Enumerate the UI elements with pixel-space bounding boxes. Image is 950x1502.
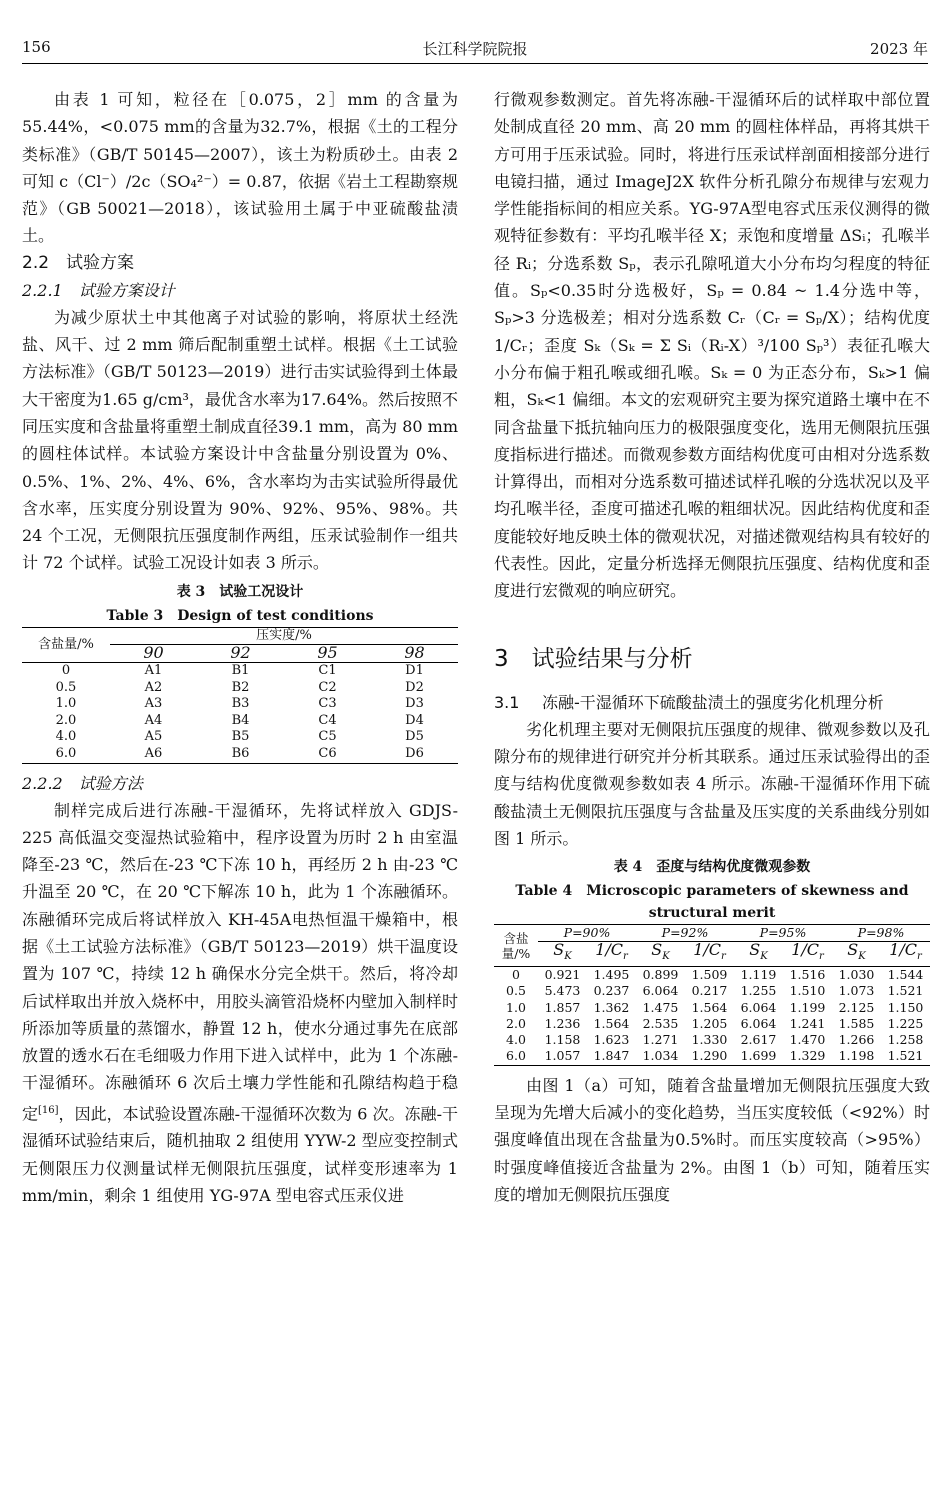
section-3-1-number: 3.1 xyxy=(494,692,520,712)
cr-symbol: 1/C xyxy=(791,940,820,960)
table4-cell: 1.564 xyxy=(593,1015,630,1031)
table4-cell: 0.921 xyxy=(544,966,581,982)
table3-cell: A4 xyxy=(144,712,163,728)
table3-cell: D1 xyxy=(405,662,424,678)
table4-cell: 1.330 xyxy=(691,1032,728,1048)
table-row xyxy=(494,1032,930,1048)
table4-cell: 1.509 xyxy=(691,966,728,982)
sk-subscript: K xyxy=(662,951,670,963)
table4-cell: 1.516 xyxy=(789,966,826,982)
sk-subscript: K xyxy=(760,951,768,963)
table3-cell: A3 xyxy=(144,696,163,712)
table4-salt-cell: 2.0 xyxy=(506,1015,526,1031)
table3-cell: D4 xyxy=(405,712,424,728)
table4-cell: 1.585 xyxy=(838,1015,875,1031)
table4-cell: 1.510 xyxy=(789,983,826,999)
page-number: 156 xyxy=(22,38,51,56)
table3-cell: B1 xyxy=(231,662,250,678)
section-2-2-2-heading: 2.2.2 试验方法 xyxy=(22,773,143,793)
table4-cell: 1.158 xyxy=(544,1032,581,1048)
table4-caption-en-2: structural merit xyxy=(648,905,776,922)
sk-subscript: K xyxy=(858,951,866,963)
table3-cell: C1 xyxy=(318,662,337,678)
sk-symbol: S xyxy=(749,940,761,960)
table3-cell: D5 xyxy=(405,729,424,745)
journal-title: 长江科学院院报 xyxy=(422,40,528,58)
table-test-conditions xyxy=(22,627,458,764)
table4-cell: 1.030 xyxy=(838,966,875,982)
table4-group-header: P=98% xyxy=(832,925,930,942)
table4-cell: 1.119 xyxy=(740,966,777,982)
table4-salt-cell: 0.5 xyxy=(506,983,526,999)
cr-symbol: 1/C xyxy=(693,940,722,960)
table-row xyxy=(22,696,458,713)
table3-cell: C3 xyxy=(318,696,337,712)
cr-subscript: r xyxy=(819,951,824,963)
sk-symbol: S xyxy=(847,940,859,960)
table3-cell: A5 xyxy=(144,729,163,745)
table-row xyxy=(22,680,458,697)
table4-salt-cell: 0 xyxy=(512,966,520,982)
table-row xyxy=(494,1016,930,1032)
cr-symbol: 1/C xyxy=(595,940,624,960)
table3-salt-cell: 4.0 xyxy=(55,729,77,745)
table4-cell: 1.266 xyxy=(838,1032,875,1048)
table3-cell: D2 xyxy=(405,679,424,695)
table4-cell: 1.198 xyxy=(832,1048,881,1065)
table-row xyxy=(22,729,458,746)
paragraph-test-design: 为减少原状土中其他离子对试验的影响，将原状土经洗盐、风干、过 2 mm 筛后配制重塑土试样。根据《土工试验方法标准》（GB/T 50123—2019）进行击实试验得到土体最大干密度为1.65 g/cm³，最优含水率为17.64%。然后按照不同压实度和含盐量将重塑土制成直径39.1 mm，高为 80 mm 的圆柱体试样。本试验方案设计中含盐量分别设置为 0%、0.5%、1%、2%、4%、6%，含水率均为击实试验所得最优含水率，压实度分别设置为 90%、92%、95%、98%。共 24 个工况，无侧限抗压强度制作两组，压汞试验制作一组共计 72 个试样。试验工况设计如表 3 所示。 xyxy=(22,307,458,573)
table4-cell: 1.544 xyxy=(887,966,924,982)
table4-row-header xyxy=(494,925,538,967)
sk-symbol: S xyxy=(553,940,565,960)
table4-cell: 1.564 xyxy=(691,999,728,1015)
table4-cell: 1.329 xyxy=(783,1048,832,1065)
table3-cell: D6 xyxy=(371,746,458,763)
table4-cell: 1.225 xyxy=(887,1015,924,1031)
table4-sk-header xyxy=(636,942,685,966)
table3-cell: B4 xyxy=(231,712,250,728)
table4-cr-header xyxy=(587,942,636,966)
cr-subscript: r xyxy=(917,951,922,963)
table3-cell: B6 xyxy=(197,746,284,763)
cr-subscript: r xyxy=(623,951,628,963)
table-row xyxy=(494,966,930,983)
table3-cell: B2 xyxy=(231,679,250,695)
paragraph-micro-parameters: 行微观参数测定。首先将冻融-干湿循环后的试样取中部位置处制成直径 20 mm、高 20 mm 的圆柱体样品，再将其烘干方可用于压汞试验。同时，将进行压汞试样剖面相接部分进行电镜扫描，通过 ImageJ2X 软件分析孔隙分布规律与宏观力学性能指标间的相应关系。YG-97A型电容式压汞仪测得的微观特征参数有：平均孔喉半径 X；汞饱和度增量 ΔSᵢ；孔喉半径 Rᵢ；分选系数 Sₚ，表示孔隙吼道大小分布均匀程度的特征值。Sₚ<0.35时分选极好，Sₚ = 0.84 ~ 1.4分选中等，Sₚ>3 分选极差；相对分选系数 Cᵣ（Cᵣ = Sₚ/X）；结构优度 1/Cᵣ；歪度 Sₖ（Sₖ = Σ Sᵢ（Rᵢ-X）³/100 Sₚ³）表征孔喉大小分布偏于粗孔喉或细孔喉。Sₖ = 0 为正态分布，Sₖ>1 偏粗，Sₖ<1 偏细。本文的宏观研究主要为探究道路土壤中在不同含盐量下抵抗轴向压力的极限强度变化，选用无侧限抗压强度指标进行描述。而微观参数方面结构优度可由相对分选系数计算得出，而相对分选系数可描述试样孔喉的分选状况以及平均孔喉半径，歪度可描述孔喉的粗细状况。因此结构优度和歪度能较好地反映土体的微观状况，对描述微观结构具有较好的代表性。因此，定量分析选择无侧限抗压强度、结构优度和歪度进行宏微观的响应研究。 xyxy=(494,90,930,601)
cr-symbol: 1/C xyxy=(889,940,918,960)
publication-year: 2023 年 xyxy=(870,40,928,58)
table-row xyxy=(22,746,458,763)
table4-cell: 1.236 xyxy=(544,1015,581,1031)
section-3-1-heading xyxy=(494,689,930,716)
table3-salt-cell: 6.0 xyxy=(22,746,110,763)
table3-cell: B5 xyxy=(231,729,250,745)
table3-salt-cell: 0.5 xyxy=(55,679,77,695)
table4-cr-header xyxy=(783,942,832,966)
table4-cell: 1.290 xyxy=(685,1048,734,1065)
table4-sk-header xyxy=(734,942,783,966)
table-row xyxy=(494,1048,930,1065)
table4-row-header-1: 含盐 xyxy=(503,930,529,946)
right-column xyxy=(494,86,930,1208)
table3-salt-cell: 0 xyxy=(61,662,71,678)
table3-cell: B3 xyxy=(231,696,250,712)
table4-cell: 0.237 xyxy=(593,983,630,999)
table4-cell: 1.258 xyxy=(887,1032,924,1048)
table3-group-header: 压实度/% xyxy=(110,627,458,645)
table4-cell: 2.535 xyxy=(642,1015,679,1031)
table3-col-header: 90 xyxy=(110,645,197,663)
table4-cell: 1.847 xyxy=(587,1048,636,1065)
table3-cell: C6 xyxy=(284,746,371,763)
table4-cell: 1.699 xyxy=(734,1048,783,1065)
table4-cr-header xyxy=(685,942,734,966)
table4-cell: 1.057 xyxy=(538,1048,587,1065)
table4-salt-cell: 6.0 xyxy=(494,1048,538,1065)
table3-cell: A2 xyxy=(144,679,163,695)
table3-cell: A6 xyxy=(110,746,197,763)
table3-cell: C2 xyxy=(318,679,337,695)
header-rule xyxy=(22,63,928,64)
table3-cell: C5 xyxy=(318,729,337,745)
test-method-text-tail: ，因此，本试验设置冻融-干湿循环次数为 6 次。冻融-干湿循环试验结束后，随机抽取 2 组使用 YYW-2 型应变控制式无侧限压力仪测量试样无侧限抗压强度，试样变形速率为 1 mm/min，剩余 1 组使用 YG-97A 型电容式压汞仪进 xyxy=(22,1104,458,1205)
table4-cell: 1.241 xyxy=(789,1015,826,1031)
table4-cell: 1.205 xyxy=(691,1015,728,1031)
table4-cell: 1.470 xyxy=(789,1032,826,1048)
table4-cell: 1.073 xyxy=(838,983,875,999)
table-row xyxy=(22,713,458,730)
table4-cell: 1.199 xyxy=(789,999,826,1015)
table4-cell: 0.217 xyxy=(691,983,728,999)
table4-sk-header xyxy=(832,942,881,966)
table3-cell: A1 xyxy=(144,662,163,678)
table4-cell: 1.623 xyxy=(593,1032,630,1048)
section-2-2-1-heading: 2.2.1 试验方案设计 xyxy=(22,280,175,300)
table4-cr-header xyxy=(881,942,930,966)
paragraph-test-method xyxy=(22,797,458,1210)
table4-cell: 0.899 xyxy=(642,966,679,982)
table3-col-header: 98 xyxy=(371,645,458,663)
table4-cell: 1.362 xyxy=(593,999,630,1015)
table4-salt-cell: 1.0 xyxy=(506,999,526,1015)
table4-cell: 6.064 xyxy=(642,983,679,999)
sk-subscript: K xyxy=(564,951,572,963)
table4-cell: 1.495 xyxy=(593,966,630,982)
paragraph-degradation-mechanism: 劣化机理主要对无侧限抗压强度的规律、微观参数以及孔隙分布的规律进行研究并分析其联系。通过压汞试验得出的歪度与结构优度微观参数如表 4 所示。冻融-干湿循环作用下硫酸盐渍土无侧限抗压强度与含盐量及压实度的关系曲线分别如图 1 所示。 xyxy=(494,719,930,848)
table3-cell: C4 xyxy=(318,712,337,728)
table4-caption-en: Table 4 Microscopic parameters of skewness and xyxy=(515,883,909,900)
table4-cell: 1.475 xyxy=(642,999,679,1015)
table4-group-header: P=95% xyxy=(734,925,832,942)
table4-cell: 1.521 xyxy=(887,983,924,999)
section-3-1-title: 冻融-干湿循环下硫酸盐渍土的强度劣化机理分析 xyxy=(542,692,884,712)
table4-group-header: P=90% xyxy=(538,925,636,942)
table4-cell: 2.617 xyxy=(740,1032,777,1048)
table4-cell: 5.473 xyxy=(544,983,581,999)
paragraph-soil-classification: 由表 1 可知，粒径在［0.075，2］mm 的含量为 55.44%，<0.075 mm的含量为32.7%，根据《土的工程分类标准》（GB/T 50145—2007），该土为粉质砂土。由表 2 可知 c（Cl⁻）/2c（SO₄²⁻）= 0.87，依据《岩土工程勘察规范》（GB 50021—2018），该试验用土属于中亚硫酸盐渍土。 xyxy=(22,90,458,246)
section-2-2-heading: 2.2 试验方案 xyxy=(22,252,135,273)
cr-subscript: r xyxy=(721,951,726,963)
table3-caption-en: Table 3 Design of test conditions xyxy=(106,607,374,624)
table-row xyxy=(494,983,930,999)
table4-group-header: P=92% xyxy=(636,925,734,942)
sk-symbol: S xyxy=(651,940,663,960)
table3-col-header: 92 xyxy=(197,645,284,663)
table4-cell: 1.255 xyxy=(740,983,777,999)
table4-cell: 6.064 xyxy=(740,1015,777,1031)
table3-salt-cell: 1.0 xyxy=(55,696,77,712)
table4-sk-header xyxy=(538,942,587,966)
table4-cell: 1.271 xyxy=(642,1032,679,1048)
table4-cell: 1.034 xyxy=(636,1048,685,1065)
table4-cell: 1.150 xyxy=(887,999,924,1015)
table-row xyxy=(494,1000,930,1016)
table3-caption-cn: 表 3 试验工况设计 xyxy=(176,583,304,600)
table4-salt-cell: 4.0 xyxy=(506,1032,526,1048)
table3-col-header: 95 xyxy=(284,645,371,663)
running-header xyxy=(22,38,928,64)
table4-caption-cn: 表 4 歪度与结构优度微观参数 xyxy=(613,859,811,876)
table3-row-header: 含盐量/% xyxy=(22,627,110,662)
table4-cell: 1.521 xyxy=(881,1048,930,1065)
table-micro-parameters xyxy=(494,924,930,1066)
left-column xyxy=(22,86,458,1209)
section-3-heading: 3 试验结果与分析 xyxy=(494,645,693,672)
table3-cell: D3 xyxy=(405,696,424,712)
table-row xyxy=(22,662,458,679)
paragraph-figure1-analysis: 由图 1（a）可知，随着含盐量增加无侧限抗压强度大致呈现为先增大后减小的变化趋势，当压实度较低（<92%）时强度峰值出现在含盐量为0.5%时。而压实度较高（>95%）时强度峰值接近含盐量为 2%。由图 1（b）可知，随着压实度的增加无侧限抗压强度 xyxy=(494,1075,930,1204)
table4-cell: 1.857 xyxy=(544,999,581,1015)
test-method-text: 制样完成后进行冻融-干湿循环，先将试样放入 GDJS-225 高低温交变湿热试验箱中，程序设置为历时 2 h 由室温降至-23 ℃，然后在-23 ℃下冻 10 h，再经历 2 h 由-23 ℃升温至 20 ℃，在 20 ℃下解冻 10 h，此为 1 个冻融循环。冻融循环完成后将试样放入 KH-45A电热恒温干燥箱中，根据《土工试验方法标准》（GB/T 50123—2019）烘干温度设置为 107 ℃，持续 12 h 确保水分完全烘干。然后，将冷却后试样取出并放入烧杯中，用胶头滴管沿烧杯内壁加入制样时所添加等质量的蒸馏水，静置 12 h，使水分通过事先在底部放置的透水石在毛细吸力作用下进入试样中，此为 1 个冻融-干湿循环。冻融循环 6 次后土壤力学性能和孔隙结构趋于稳定 xyxy=(22,800,458,1124)
citation-ref: [16] xyxy=(38,1104,59,1116)
table4-cell: 6.064 xyxy=(740,999,777,1015)
table3-salt-cell: 2.0 xyxy=(55,712,77,728)
table4-cell: 2.125 xyxy=(838,999,875,1015)
table4-row-header-2: 量/% xyxy=(501,945,531,961)
